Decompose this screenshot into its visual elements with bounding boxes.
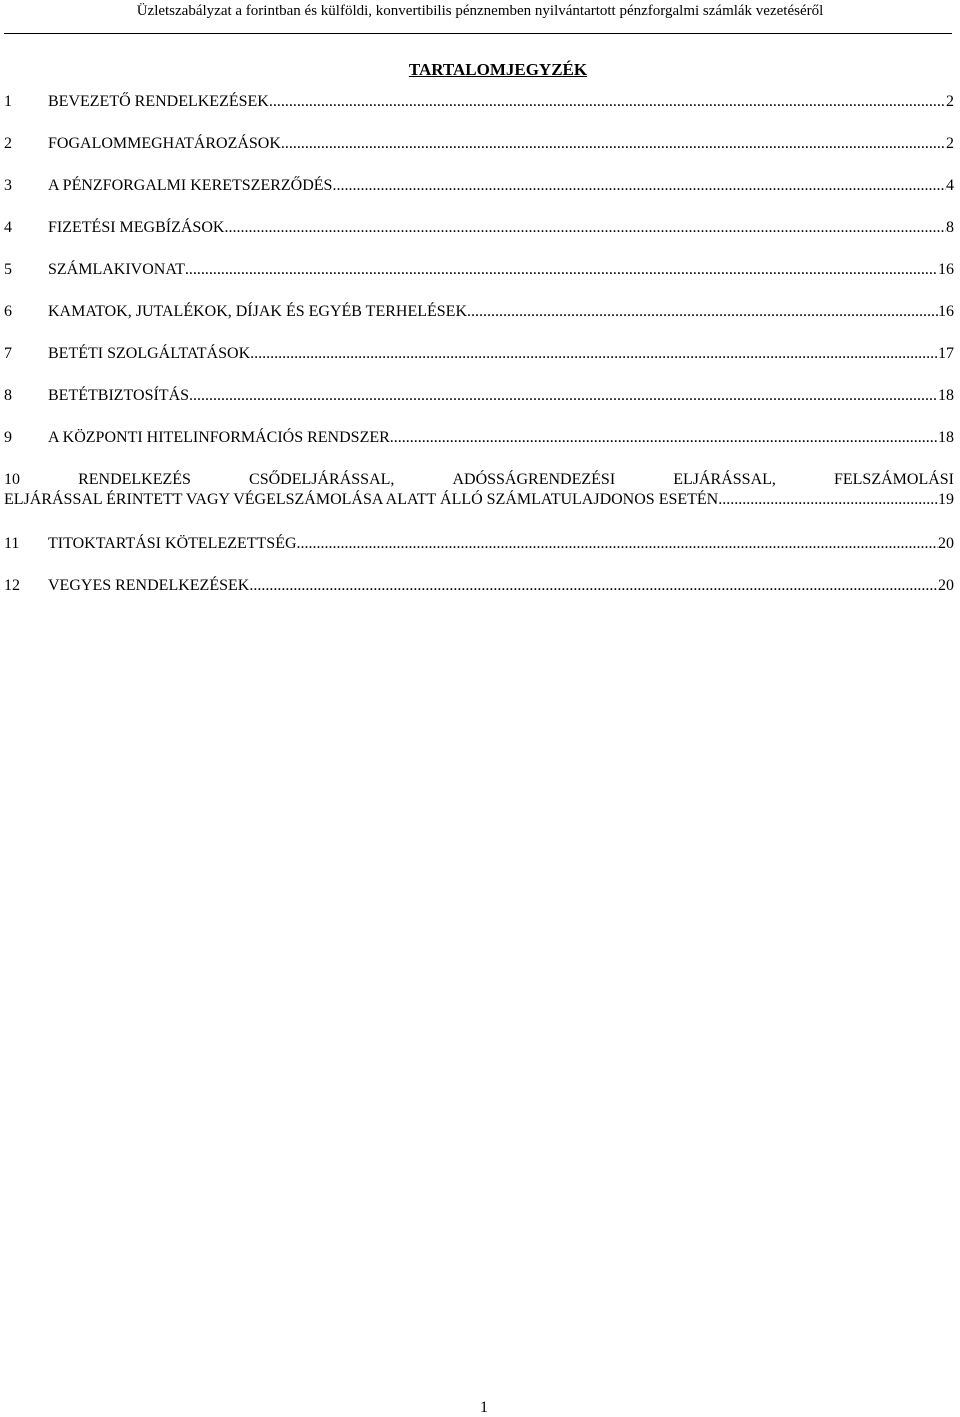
toc-entry-1[interactable] [4,90,954,132]
table-of-contents [4,90,954,616]
toc-entry-title: BETÉTBIZTOSÍTÁS [48,387,190,404]
toc-entry-9[interactable] [4,426,954,468]
toc-entry-page: 17 [938,345,954,362]
toc-leader-dots [249,576,938,596]
toc-entry-page: 18 [938,429,954,446]
toc-leader-dots [390,428,938,448]
toc-entry-number: 8 [4,387,12,404]
toc-entry-word: ELJÁRÁSSAL, [673,471,776,488]
page-number: 1 [480,1399,488,1416]
toc-leader-dots [269,92,946,112]
toc-leader-dots [189,386,938,406]
toc-entry-number: 12 [4,577,20,594]
toc-entry-page: 2 [946,135,954,152]
toc-entry-word: CSŐDELJÁRÁSSAL, [249,471,395,488]
toc-leader-dots [224,218,946,238]
toc-entry-page: 16 [938,261,954,278]
toc-entry-title: BEVEZETŐ RENDELKEZÉSEK [48,93,269,110]
toc-entry-title: FIZETÉSI MEGBÍZÁSOK [48,219,225,236]
toc-entry-number: 2 [4,135,12,152]
toc-entry-title: A KÖZPONTI HITELINFORMÁCIÓS RENDSZER [48,429,390,446]
toc-entry-page: 8 [946,219,954,236]
toc-entry-number: 1 [4,93,12,110]
toc-leader-dots [297,534,938,554]
toc-leader-dots [250,344,938,364]
toc-entry-page: 20 [938,535,954,552]
toc-entry-4[interactable] [4,216,954,258]
toc-entry-title: A PÉNZFORGALMI KERETSZERZŐDÉS [48,177,333,194]
running-header: Üzletszabályzat a forintban és külföldi, konvertibilis pénznemben nyilvántartott pénzforgalmi számlák vezetéséről [136,3,824,19]
toc-entry-number: 10 [4,471,20,488]
toc-leader-dots [281,134,946,154]
toc-entry-word: RENDELKEZÉS [78,471,191,488]
toc-entry-page: 2 [946,93,954,110]
toc-entry-7[interactable] [4,342,954,384]
toc-leader-dots [332,176,946,196]
toc-entry-number: 6 [4,303,12,320]
toc-entry-title: FOGALOMMEGHATÁROZÁSOK [48,135,281,152]
toc-entry-page: 18 [938,387,954,404]
toc-leader-dots [718,490,938,510]
toc-title: TARTALOMJEGYZÉK [408,60,588,79]
toc-entry-title: SZÁMLAKIVONAT [48,261,185,278]
toc-entry-number: 9 [4,429,12,446]
toc-entry-5[interactable] [4,258,954,300]
toc-entry-title: VEGYES RENDELKEZÉSEK [48,577,250,594]
header-divider [4,33,952,34]
toc-entry-8[interactable] [4,384,954,426]
toc-entry-6[interactable] [4,300,954,342]
toc-entry-page: 19 [938,491,954,508]
toc-entry-page: 16 [938,303,954,320]
toc-entry-number: 4 [4,219,12,236]
toc-entry-word: FELSZÁMOLÁSI [833,471,954,488]
toc-entry-page: 20 [938,577,954,594]
toc-entry-number: 5 [4,261,12,278]
toc-entry-3[interactable] [4,174,954,216]
toc-leader-dots [185,260,938,280]
toc-entry-title: TITOKTARTÁSI KÖTELEZETTSÉG [48,535,297,552]
toc-entry-word: ADÓSSÁGRENDEZÉSI [452,471,616,488]
toc-entry-number: 7 [4,345,12,362]
toc-entry-title: BETÉTI SZOLGÁLTATÁSOK [48,345,251,362]
toc-entry-number: 11 [4,535,20,552]
toc-entry-title: KAMATOK, JUTALÉKOK, DÍJAK ÉS EGYÉB TERHELÉSEK [48,303,467,320]
toc-leader-dots [467,302,938,322]
toc-entry-line-1 [4,468,954,490]
toc-entry-number: 3 [4,177,12,194]
toc-entry-11[interactable] [4,532,954,574]
toc-entry-10[interactable] [4,468,954,532]
toc-entry-12[interactable] [4,574,954,616]
toc-entry-2[interactable] [4,132,954,174]
toc-entry-page: 4 [946,177,954,194]
toc-entry-title-continued: ELJÁRÁSSAL ÉRINTETT VAGY VÉGELSZÁMOLÁSA ALATT ÁLLÓ SZÁMLATULAJDONOS ESETÉN [4,491,719,508]
